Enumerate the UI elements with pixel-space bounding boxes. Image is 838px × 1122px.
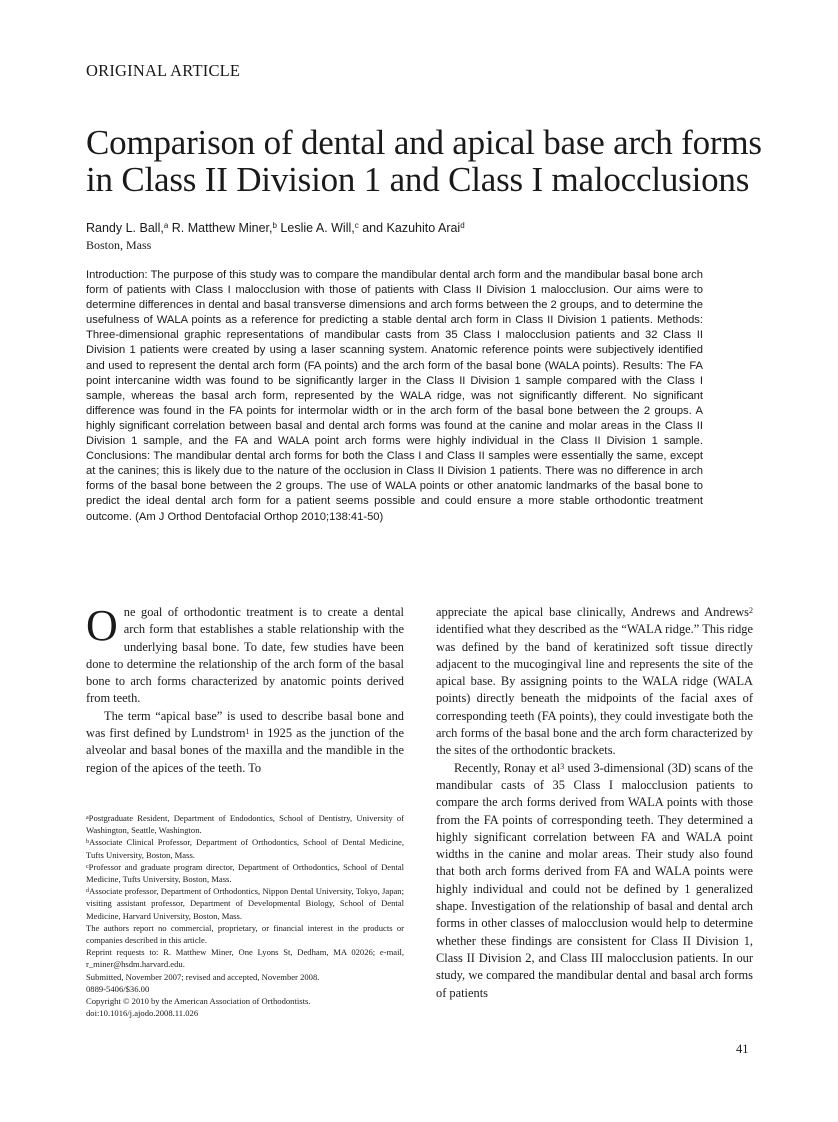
section-label: ORIGINAL ARTICLE: [86, 61, 241, 80]
footnote-text: Associate Clinical Professor, Department of Orthodontics, School of Dental Medicine, Tufts University, Boston, Mass.: [86, 837, 404, 860]
body-column-right: [436, 604, 753, 1002]
copyright-notice: Copyright © 2010 by the American Association of Orthodontists.: [86, 996, 311, 1007]
author-affiliation-mark: d: [460, 221, 465, 230]
body-paragraph: [86, 601, 404, 708]
paragraph-text: used 3-dimensional (3D) scans of the mandibular casts of 35 Class I malocclusion patients to compare the arch forms derived from WALA points with those from the FA points of corresponding teeth. They determined a highly significant correlation between FA and WALA point widths in the canine and molar areas. Their study also found that both arch forms derived from FA and WALA points were highly individual and could not be defined by 1 generalized shape. Investigation of the relationship of basal and dental arch forms in other classes of malocclusion would help to determine whether these findings are consistent for Class II Division 1, Class II Division 2, and Class III malocclusion patients. In our study, we compared the mandibular dental and basal arch forms of patients: [436, 760, 753, 1000]
article-title: [86, 124, 766, 198]
abstract: Introduction: The purpose of this study was to compare the mandibular dental arch form and the mandibular basal bone arch form of patients with Class I malocclusion with those of patients with Class II Division 1 malocclusion. Our aims were to determine differences in dental and basal transverse dimensions and arch forms between the 2 groups, and to determine the usefulness of WALA points as a reference for predicting a stable dental arch form in Class II Division 1 patients. Methods: Three-dimensional graphic representations of mandibular casts from 35 Class I malocclusion patients and 32 Class II Division 1 patients were created by using a laser scanning system. Anatomic reference points were subjectively identified and used to represent the dental arch form (FA points) and the arch form of the basal bone (WALA points). Results: The FA point intercanine width was found to be significantly larger in the Class II Division 1 sample compared with the Class I sample, whereas the basal arch form, represented by the WALA ridge, was not significantly different. No significant difference was found in the FA points for intermolar width or in the arch form of the basal bone between the 2 groups. A highly significant correlation between basal and dental arch forms was found at the canine and molar areas in the Class II Division 1 sample, and the FA and WALA point arch forms were highly individual in the Class II Division 1 sample. Conclusions: The mandibular dental arch forms for both the Class I and Class II samples were essentially the same, except at the canines; this is likely due to the nature of the occlusion in Class II Division 1 patients. There was no difference in arch forms of the basal bone between the 2 groups. The use of WALA points or other anatomic landmarks of the basal bone to predict the ideal dental arch form for a patient seems possible and could ensure a more stable orthodontic treatment outcome. (Am J Orthod Dentofacial Orthop 2010;138:41-50): [86, 269, 703, 523]
drop-cap: O: [86, 601, 118, 650]
doi: doi:10.1016/j.ajodo.2008.11.026: [86, 1008, 199, 1019]
body-column-left: [86, 601, 404, 777]
body-paragraph: [436, 760, 753, 1002]
footnote-mark: d: [86, 888, 89, 895]
page-number: 41: [736, 1042, 749, 1056]
author-name: R. Matthew Miner,: [168, 221, 273, 235]
footnote-affiliation: [86, 836, 404, 860]
reference-marker: 1: [245, 727, 250, 737]
submission-dates: Submitted, November 2007; revised and accepted, November 2008.: [86, 971, 320, 982]
footnote-mark: a: [86, 815, 89, 821]
paragraph-text: in 1925 as the junction of the alveolar and basal bones of the maxilla and the mandible in the region of the apices of the teeth. To: [86, 726, 404, 775]
reprint-requests: Reprint requests to: R. Matthew Miner, One Lyons St, Dedham, MA 02026; e-mail, r_miner@hsdm.harvard.edu.: [86, 947, 404, 970]
footnote-affiliation: [86, 812, 404, 836]
footnote-text: Professor and graduate program director, Department of Orthodontics, School of Dental Medicine, Tufts University, Boston, Mass.: [86, 861, 404, 885]
footnote-mark: c: [86, 863, 89, 870]
footnotes: [86, 812, 404, 1019]
paragraph-text: ne goal of orthodontic treatment is to create a dental arch form that establishes a stable relationship with the underlying basal bone. To date, few studies have been done to determine the relationship of the arch form of the basal bone to arch forms characterized by anatomic points derived from teeth.: [86, 605, 404, 706]
author-location: Boston, Mass: [86, 238, 152, 252]
author-list: [86, 220, 766, 236]
author-name: Leslie A. Will,: [276, 221, 355, 235]
paragraph-text: The term “apical base” is used to describe basal bone and was first defined by Lundstrom: [86, 708, 404, 741]
footnote-mark: b: [86, 839, 89, 846]
body-paragraph: [436, 604, 753, 760]
disclosure-note: The authors report no commercial, proprietary, or financial interest in the products or companies described in this article.: [86, 922, 404, 946]
author-name: and Kazuhito Arai: [358, 221, 461, 235]
paragraph-text: appreciate the apical base clinically, Andrews and Andrews: [436, 605, 749, 619]
title-line-1: Comparison of dental and apical base arch forms: [86, 123, 762, 162]
footnote-text: Postgraduate Resident, Department of Endodontics, School of Dentistry, University of Washington, Seattle, Washington.: [86, 813, 404, 836]
footnote-affiliation: [86, 861, 404, 885]
footnote-affiliation: [86, 885, 404, 922]
author-name: Randy L. Ball,: [86, 221, 164, 235]
reference-marker: 3: [560, 761, 565, 771]
body-paragraph: [86, 708, 404, 777]
author-affiliation-mark: a: [163, 221, 169, 230]
paragraph-text: identified what they described as the “WALA ridge.” This ridge was defined by the band of keratinized soft tissue directly adjacent to the mucogingival line and represents the site of the apical base. By assigning points to the WALA ridge (WALA points) directly beneath the midpoints of the facial axes of corresponding teeth (FA points), they could investigate both the arch forms of the basal bone and the arch form characterized by the sites of the orthodontic brackets.: [436, 622, 753, 758]
issn: 0889-5406/$36.00: [86, 983, 150, 994]
author-affiliation-mark: b: [272, 221, 277, 230]
footnote-text: Associate professor, Department of Orthodontics, Nippon Dental University, Tokyo, Japan; visiting assistant professor, Department of Developmental Biology, School of Dental Medicine, Harvard University, Boston, Mass.: [86, 886, 404, 921]
author-affiliation-mark: c: [354, 221, 359, 230]
title-line-2: in Class II Division 1 and Class I malocclusions: [86, 160, 750, 199]
reference-marker: 2: [749, 606, 753, 615]
paragraph-text: Recently, Ronay et al: [454, 760, 561, 775]
